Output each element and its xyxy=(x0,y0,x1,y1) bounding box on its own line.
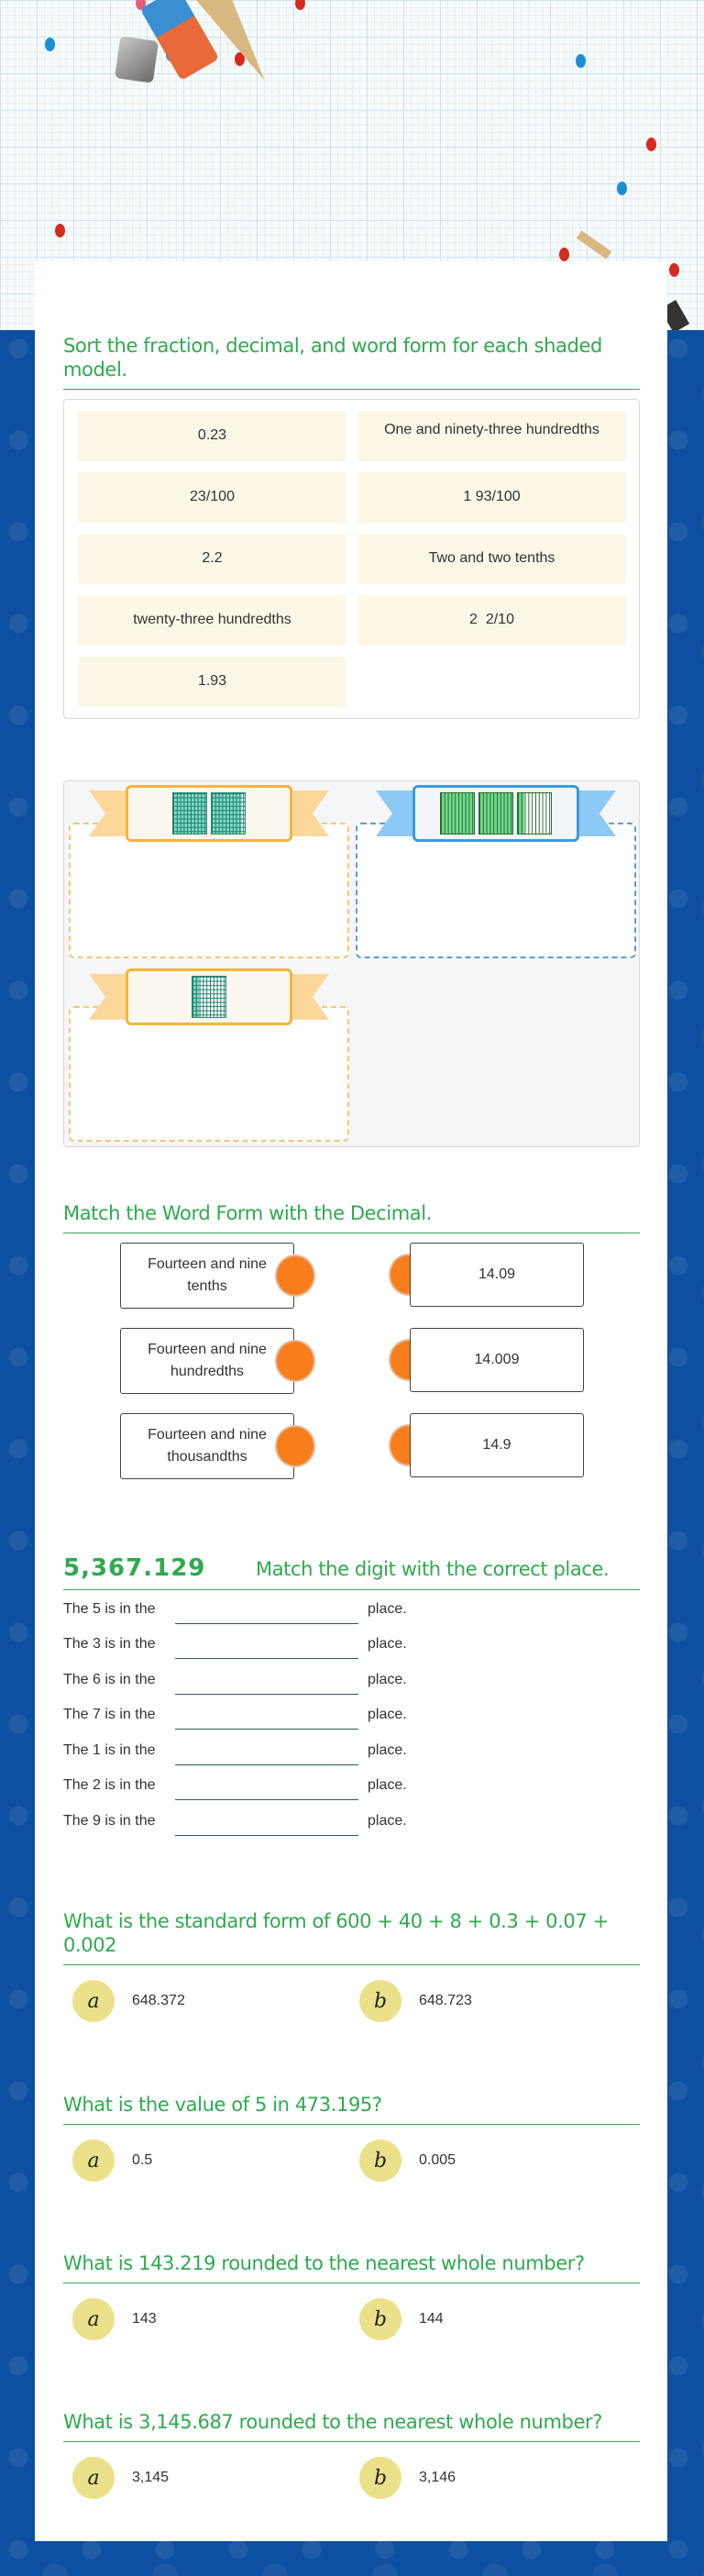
prompt-text: The 5 is in the xyxy=(63,1600,156,1617)
option-a[interactable] xyxy=(63,2298,350,2340)
match-right-item[interactable]: 14.9 xyxy=(410,1413,584,1477)
option-text: 0.005 xyxy=(419,2152,456,2168)
sharpener-icon xyxy=(115,36,159,83)
question-title: Match the Word Form with the Decimal. xyxy=(63,1201,640,1233)
mc-question xyxy=(63,1909,640,2022)
match-row xyxy=(63,1243,640,1328)
option-text: 648.372 xyxy=(132,1993,185,2008)
question-header xyxy=(63,1554,640,1590)
mc-question xyxy=(63,2093,640,2182)
option-b[interactable] xyxy=(350,2298,637,2340)
hundred-grid-model-icon xyxy=(126,968,292,1025)
confetti-dot xyxy=(295,0,305,10)
match-left-item[interactable]: Fourteen and nine thousandths xyxy=(120,1413,294,1479)
category-ribbon xyxy=(89,974,329,1020)
connector-knob[interactable] xyxy=(275,1340,315,1382)
sort-item[interactable]: 2.2 xyxy=(78,534,346,584)
answer-blank[interactable] xyxy=(175,1741,358,1765)
place-value-question xyxy=(63,1554,640,1836)
option-text: 648.723 xyxy=(419,1993,472,2008)
answer-blank[interactable] xyxy=(175,1706,358,1730)
question-title: Match the digit with the correct place. xyxy=(256,1558,610,1580)
confetti-dot xyxy=(45,38,55,51)
confetti-dot xyxy=(646,138,656,151)
drop-zone[interactable] xyxy=(69,823,349,958)
match-row xyxy=(63,1328,640,1413)
match-row xyxy=(63,1413,640,1498)
suffix-text: place. xyxy=(368,1671,407,1687)
fill-blank-row xyxy=(63,1624,640,1660)
prompt-text: The 1 is in the xyxy=(63,1741,156,1758)
match-left-item[interactable]: Fourteen and nine tenths xyxy=(120,1243,294,1309)
option-a[interactable] xyxy=(63,2457,350,2499)
mc-question xyxy=(63,2251,640,2340)
sort-item[interactable]: 0.23 xyxy=(78,411,346,461)
option-letter-badge: b xyxy=(359,2139,402,2182)
option-letter-badge: a xyxy=(72,2298,115,2340)
suffix-text: place. xyxy=(368,1636,407,1652)
answer-blank[interactable] xyxy=(175,1635,358,1659)
option-a[interactable] xyxy=(63,2139,350,2182)
category-0.23 xyxy=(69,965,349,1155)
fill-blank-row xyxy=(63,1695,640,1730)
confetti-dot xyxy=(576,54,586,68)
question-title: What is the standard form of 600 + 40 + 8 + 0.3 + 0.07 + 0.002 xyxy=(63,1909,640,1965)
mc-question xyxy=(63,2410,640,2499)
prompt-text: The 7 is in the xyxy=(63,1707,156,1722)
hundred-grid-model-icon xyxy=(126,785,292,842)
sort-item[interactable]: Two and two tenths xyxy=(358,534,626,584)
confetti-dot xyxy=(669,263,679,277)
sort-items-bank xyxy=(63,399,640,719)
pencil-icon xyxy=(577,230,612,259)
match-left-item[interactable]: Fourteen and nine hundredths xyxy=(120,1328,294,1394)
question-title: What is 3,145.687 rounded to the nearest whole number? xyxy=(63,2410,640,2442)
match-question xyxy=(63,1201,640,1498)
option-b[interactable] xyxy=(350,2457,637,2499)
sort-item[interactable]: 23/100 xyxy=(78,472,346,523)
fill-blank-row xyxy=(63,1765,640,1801)
confetti-dot xyxy=(559,248,569,261)
fill-blank-row xyxy=(63,1588,640,1624)
match-right-item[interactable]: 14.009 xyxy=(410,1328,584,1392)
question-title: What is 143.219 rounded to the nearest whole number? xyxy=(63,2251,640,2283)
confetti-dot xyxy=(617,182,627,195)
option-b[interactable] xyxy=(350,2139,637,2182)
suffix-text: place. xyxy=(368,1777,407,1793)
fill-blank-row xyxy=(63,1800,640,1836)
category-area xyxy=(63,780,640,1147)
option-b[interactable] xyxy=(350,1980,637,2022)
tenth-strips-model-icon xyxy=(412,785,579,842)
option-a[interactable] xyxy=(63,1980,350,2022)
sort-categories xyxy=(63,780,640,1147)
sort-item[interactable]: 1 93/100 xyxy=(358,472,626,523)
sort-item[interactable]: 1.93 xyxy=(78,657,346,707)
suffix-text: place. xyxy=(368,1812,407,1829)
connector-knob[interactable] xyxy=(275,1255,315,1297)
option-text: 0.5 xyxy=(132,2152,153,2168)
connector-knob[interactable] xyxy=(275,1425,315,1467)
option-letter-badge: b xyxy=(359,2457,402,2499)
option-letter-badge: a xyxy=(72,2457,115,2499)
drop-zone[interactable] xyxy=(356,823,636,958)
sort-question xyxy=(63,334,640,719)
suffix-text: place. xyxy=(368,1600,407,1617)
option-text: 144 xyxy=(419,2311,444,2327)
prompt-text: The 6 is in the xyxy=(63,1671,156,1687)
option-letter-badge: b xyxy=(359,1980,402,2022)
answer-blank[interactable] xyxy=(175,1671,358,1695)
category-ribbon xyxy=(89,790,329,836)
category-1.93 xyxy=(69,781,349,972)
suffix-text: place. xyxy=(368,1741,407,1758)
fill-blank-row xyxy=(63,1659,640,1695)
option-letter-badge: a xyxy=(72,2139,115,2182)
prompt-text: The 3 is in the xyxy=(63,1636,156,1652)
sort-item[interactable]: twenty-three hundredths xyxy=(78,595,346,646)
fill-blank-row xyxy=(63,1730,640,1765)
option-letter-badge: b xyxy=(359,2298,402,2340)
worksheet-card xyxy=(35,261,667,2541)
prompt-text: The 9 is in the xyxy=(63,1812,156,1829)
suffix-text: place. xyxy=(368,1707,407,1722)
answer-blank[interactable] xyxy=(175,1812,358,1836)
question-title: What is the value of 5 in 473.195? xyxy=(63,2093,640,2125)
answer-blank[interactable] xyxy=(175,1600,358,1624)
sort-item[interactable]: One and ninety-three hundredths xyxy=(358,411,626,461)
option-text: 3,146 xyxy=(419,2470,456,2485)
target-number: 5,367.129 xyxy=(63,1554,206,1582)
drop-zone[interactable] xyxy=(69,1006,349,1142)
question-title: Sort the fraction, decimal, and word form for each shaded model. xyxy=(63,334,640,390)
answer-blank[interactable] xyxy=(175,1776,358,1800)
option-text: 3,145 xyxy=(132,2470,170,2485)
prompt-text: The 2 is in the xyxy=(63,1777,156,1793)
confetti-dot xyxy=(55,224,65,238)
category-2.2 xyxy=(356,781,636,972)
match-right-item[interactable]: 14.09 xyxy=(410,1243,584,1307)
option-letter-badge: a xyxy=(72,1980,115,2022)
sort-item[interactable]: 2 2/10 xyxy=(358,595,626,646)
category-ribbon xyxy=(376,790,616,836)
option-text: 143 xyxy=(132,2311,157,2327)
